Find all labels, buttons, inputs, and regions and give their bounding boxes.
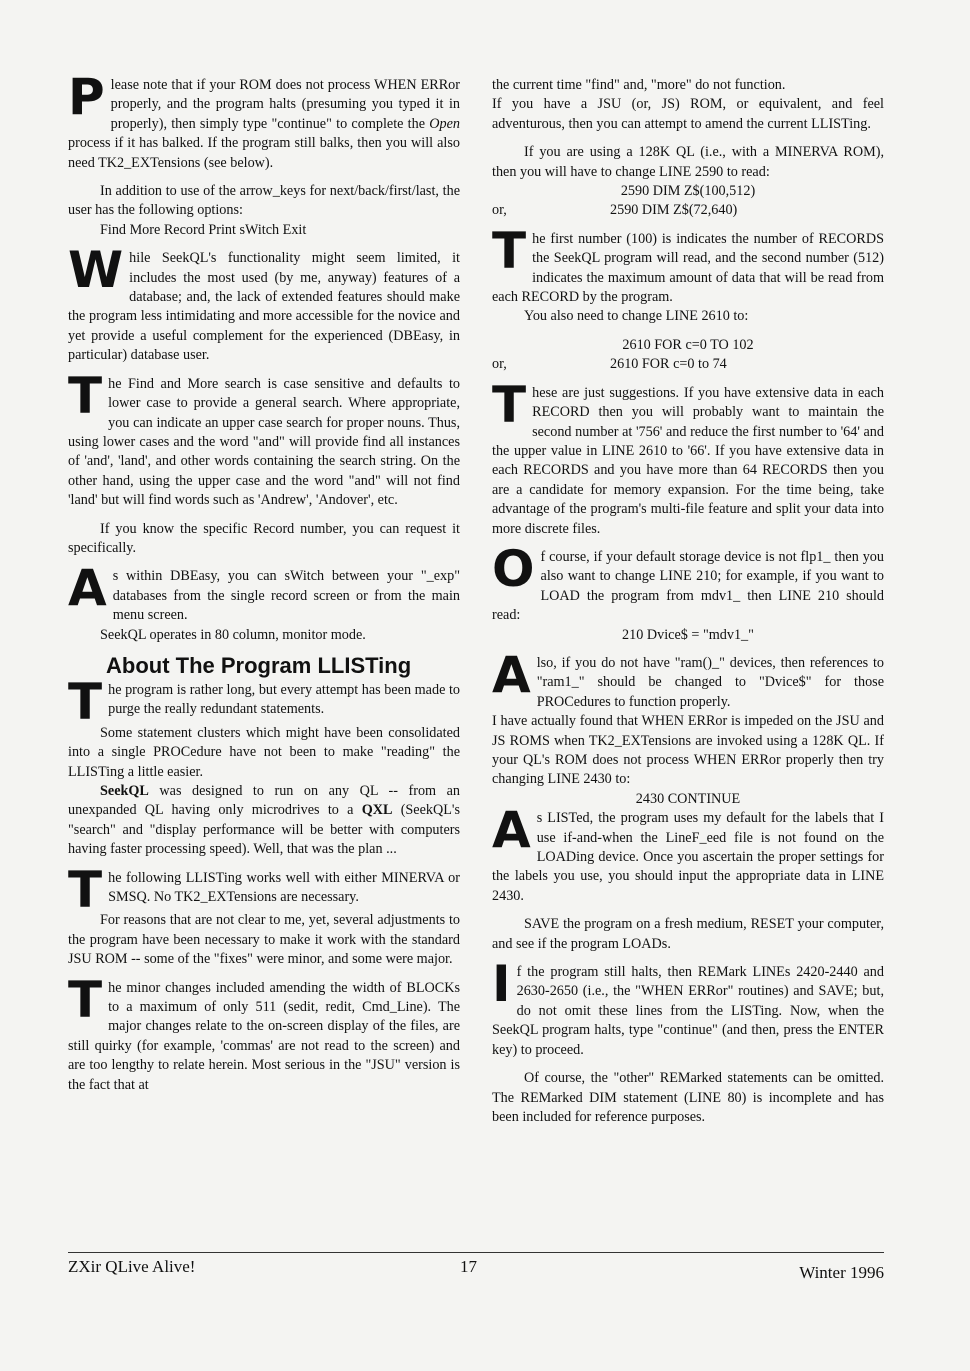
code-line: 2590 DIM Z$(100,512) <box>620 183 756 200</box>
code-line: 2610 FOR c=0 TO 102 <box>622 336 754 353</box>
paragraph-suggestions: These are just suggestions. If you have extensive data in each RECORD then you will probably want to maintain the second number at '756' and reduce the first number to '64' and the upper value in LINE 2610 to '66'. If you have extensive data in each RECORDS and you have more than 64 RECORDS then you are a candidate for memory expansion. For the time being, take advantage of the program's multi-file feature and split your data into more discrete files. <box>492 375 884 537</box>
paragraph-128k: If you are using a 128K QL (i.e., with a MINERVA ROM), then you will have to change LINE 2590 to read: <box>492 144 884 180</box>
right-column <box>492 76 884 1136</box>
paragraph-arrow-keys: In addition to use of the arrow_keys for next/back/first/last, the user has the following options: <box>68 183 460 219</box>
drop-cap: T <box>492 375 527 434</box>
drop-cap: T <box>492 221 527 280</box>
page-footer <box>68 1252 884 1282</box>
drop-cap: O <box>492 539 535 598</box>
paragraph-monitor-mode: SeekQL operates in 80 column, monitor mode. <box>100 626 366 643</box>
paragraph-storage-device: Of course, if your default storage device is not flp1_ then you also want to change LINE 210; for example, if you want to LOAD the program from mdv1_ then LINE 210 should read: <box>492 539 884 624</box>
code-line: 2430 CONTINUE <box>635 790 741 807</box>
drop-cap: P <box>68 68 105 126</box>
drop-cap: W <box>68 241 124 300</box>
paragraph-functionality: While SeekQL's functionality might seem limited, it includes the most used (by me, anyway) features of a database; and, the lack of extended features should make the program less intimidating and more accessible for the novice and yet provide a useful complement for the experienced (DBEasy, in particular) database user. <box>68 241 460 364</box>
code-alt-row: or, 2590 DIM Z$(72,640) <box>492 202 738 219</box>
paragraph-first-number: The first number (100) is indicates the number of RECORDS the SeekQL program will read, and the second number (512) indicates the maximum amount of data that will be read from each RECORD by the program. <box>492 221 884 306</box>
drop-cap: A <box>492 645 531 704</box>
paragraph-still-halts: If the program still halts, then REMark LINEs 2420-2440 and 2630-2650 (i.e., the "WHEN ERRor" routines) and SAVE; but, do not omit these lines from the LISTing. Now, when the SeekQL program halts, type "continue" (and then, press the ENTER key) to proceed. <box>492 955 884 1058</box>
drop-cap: I <box>492 955 511 1014</box>
drop-cap: T <box>68 860 103 919</box>
left-column <box>68 68 460 1104</box>
paragraph-other-remarked: Of course, the "other" REMarked statements can be omitted. The REMarked DIM statement (LINE 80) is incomplete and has been included for reference purposes. <box>492 1070 884 1125</box>
paragraph-find-more: The Find and More search is case sensitive and defaults to lower case to provide a general search. Where appropriate, you can indicate an upper case search for proper nouns. Thus, using lower cases and the word "and" will provide find all instances of 'and', 'land', and other words containing the search string. On the other hand, using the upper case and the word "and" will not find 'land' but will find words such as 'Andrew', 'Andover', etc. <box>68 366 460 509</box>
code-line: 210 Dvice$ = "mdv1_" <box>622 626 754 643</box>
paragraph-when-error: I have actually found that WHEN ERRor is impeded on the JSU and JS ROMS when TK2_EXTensions are invoked using a 128K QL. If your QL's ROM does not process WHEN ERRor properly then try changing LINE 2430 to: <box>492 713 884 788</box>
paragraph-save: SAVE the program on a fresh medium, RESET your computer, and see if the program LOADs. <box>492 916 884 952</box>
issue-date: Winter 1996 <box>799 1263 884 1282</box>
paragraph-reasons: For reasons that are not clear to me, yet, several adjustments to the program have been necessary to make it work with the standard JSU ROM -- some of the "fixes" were minor, and some were major. <box>68 912 460 968</box>
paragraph-jsu-rom: If you have a JSU (or, JS) ROM, or equivalent, and feel adventurous, then you can attempt to amend the current LLISTing. <box>492 96 884 132</box>
drop-cap: T <box>68 970 103 1029</box>
paragraph-minor-changes: The minor changes included amending the width of BLOCKs to a maximum of only 511 (sedit, redit, Cmd_Line). The major changes relate to the on-screen display of the files, are still quirky (for example, 'commas' are not read to the screen) and are too lengthy to relate herein. Most serious in the "JSU" version is the fact that at <box>68 970 460 1093</box>
paragraph-listed: As LISTed, the program uses my default for the labels that I use if-and-when the LineF_eed file is not found on the LOADing device. Once you ascertain the proper settings for the labels you use, you should input the appropriate data in LINE 2430. <box>492 801 884 904</box>
paragraph-clusters: Some statement clusters which might have been consolidated into a single PROCedure have not been to make "reading" the LLISTing a little easier. <box>68 724 460 780</box>
paragraph-record-number: If you know the specific Record number, you can request it specifically. <box>68 520 460 556</box>
paragraph-switch: As within DBEasy, you can sWitch between your "_exp" databases from the single record screen or from the main menu screen. <box>68 559 460 624</box>
paragraph-find-not-function: the current time "find" and, "more" do not function. <box>492 77 786 93</box>
drop-cap: T <box>68 366 103 425</box>
options-list: Find More Record Print sWitch Exit <box>100 221 307 238</box>
paragraph-program-long: The program is rather long, but every attempt has been made to purge the really redundant statements. <box>68 672 460 731</box>
paragraph-rom-note: Please note that if your ROM does not process WHEN ERRor properly, and the program halts (presuming you typed it in properly), then simply type "continue" to complete the Open process if it has balked. If the program still balks, then you will also need TK2_EXTensions (see below). <box>68 68 460 171</box>
magazine-title: ZXir QLive Alive! <box>68 1257 196 1276</box>
drop-cap: A <box>68 559 107 618</box>
code-alt-row: or, 2610 FOR c=0 to 74 <box>492 356 727 373</box>
paragraph-following-listing: The following LLISTing works well with either MINERVA or SMSQ. No TK2_EXTensions are necessary. <box>68 860 460 919</box>
section-heading: About The Program LLISTing <box>106 652 412 678</box>
drop-cap: T <box>68 672 103 731</box>
paragraph-seekql-design: SeekQL was designed to run on any QL -- from an unexpanded QL having only microdrives to a QXL (SeekQL's "search" and "display performance will be better with computers having faster processing speed). Well, that was the plan ... <box>68 783 460 858</box>
paragraph-change-2610: You also need to change LINE 2610 to: <box>524 308 749 325</box>
page-number: 17 <box>460 1257 477 1276</box>
paragraph-ram-devices: Also, if you do not have "ram()_" devices, then references to "ram1_" should be changed to "Dvice$" for those PROCedures to function properly. <box>492 645 884 710</box>
drop-cap: A <box>492 801 531 860</box>
